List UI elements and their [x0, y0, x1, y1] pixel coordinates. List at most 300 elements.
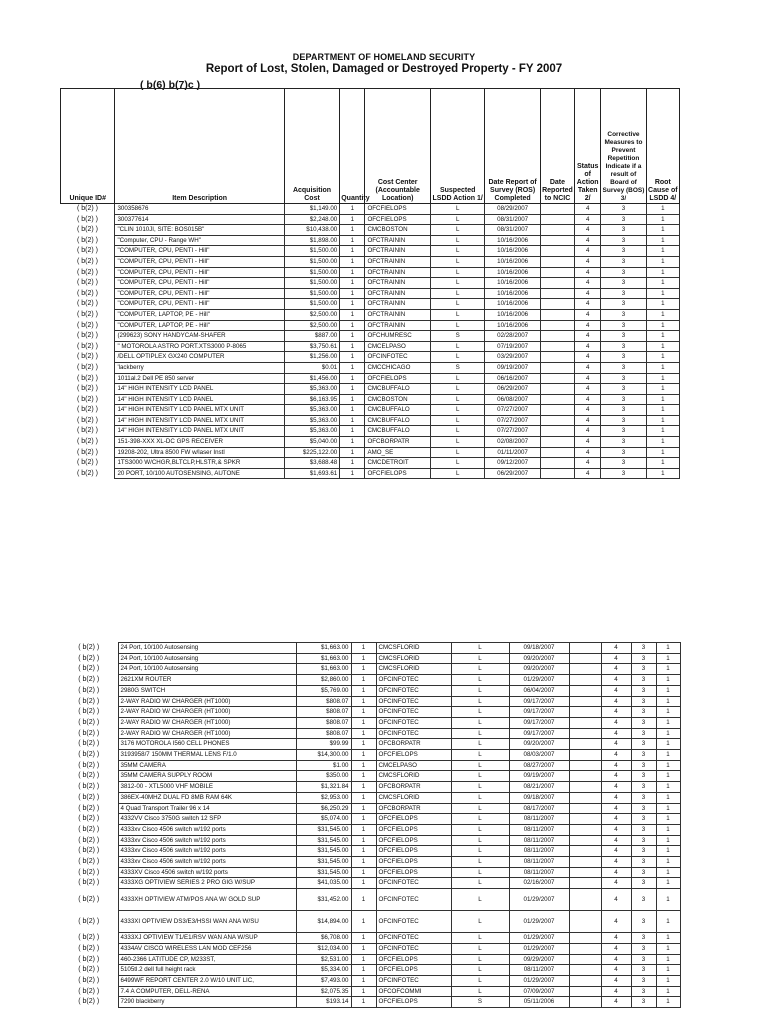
unique-id-cell: ( b(2) )	[78, 966, 100, 974]
suspected-action-cell: L	[430, 373, 484, 384]
cost-center-cell: OFCTRAININ	[365, 235, 431, 246]
unique-id-cell: ( b(2) )	[78, 868, 100, 876]
corrective-cell: 3	[601, 394, 646, 405]
item-description-cell: 4333xv Cisco 4506 switch w/192 ports	[118, 824, 296, 835]
root-cause-cell: 1	[656, 954, 680, 965]
date-completed-cell: 01/29/2007	[509, 933, 569, 944]
corrective-cell: 3	[631, 954, 656, 965]
corrective-cell: 3	[631, 933, 656, 944]
quantity-cell: 1	[351, 803, 376, 814]
corrective-cell: 3	[601, 405, 646, 416]
acquisition-cost-cell: $10,438.00	[284, 225, 339, 236]
acquisition-cost-cell: $6,708.00	[296, 933, 351, 944]
suspected-action-cell: L	[451, 728, 509, 739]
root-cause-cell: 1	[656, 717, 680, 728]
table-row	[60, 696, 680, 707]
quantity-cell: 1	[351, 675, 376, 686]
date-ncic-cell	[569, 664, 601, 675]
date-completed-cell: 08/03/2007	[509, 750, 569, 761]
cost-center-cell: CMCSFLORID	[376, 653, 451, 664]
date-ncic-cell	[540, 204, 574, 215]
date-completed-cell: 09/29/2007	[509, 954, 569, 965]
table-row	[60, 867, 680, 878]
quantity-cell: 1	[340, 246, 365, 257]
table-row	[60, 986, 680, 997]
quantity-cell: 1	[351, 975, 376, 986]
cost-center-cell: OFCFIELOPS	[376, 857, 451, 868]
quantity-cell: 1	[351, 943, 376, 954]
suspected-action-cell: L	[430, 309, 484, 320]
suspected-action-cell: L	[430, 384, 484, 395]
table-row	[61, 384, 680, 395]
table-row	[60, 975, 680, 986]
acquisition-cost-cell: $6,250.29	[296, 803, 351, 814]
cost-center-cell: OFCTRAININ	[365, 267, 431, 278]
col-status: Status of Action Taken 2/	[575, 89, 601, 204]
corrective-cell: 3	[601, 362, 646, 373]
acquisition-cost-cell: $7,493.00	[296, 975, 351, 986]
cost-center-cell: OFCFIELOPS	[376, 954, 451, 965]
cost-center-cell: OFCINFOTEC	[376, 707, 451, 718]
suspected-action-cell: L	[430, 447, 484, 458]
suspected-action-cell: L	[451, 846, 509, 857]
quantity-cell: 1	[351, 728, 376, 739]
quantity-cell: 1	[351, 835, 376, 846]
suspected-action-cell: L	[451, 750, 509, 761]
item-description-cell: 4333XI OPTIVIEW DS3/E3/HSSI WAN ANA W/SU	[118, 911, 296, 933]
status-cell: 4	[601, 975, 631, 986]
cost-center-cell: OFCINFOTEC	[376, 717, 451, 728]
corrective-cell: 3	[601, 373, 646, 384]
cost-center-cell: OFCINFOTEC	[376, 685, 451, 696]
suspected-action-cell: L	[451, 675, 509, 686]
quantity-cell: 1	[351, 643, 376, 654]
cost-center-cell: OFCFIELOPS	[376, 835, 451, 846]
quantity-cell: 1	[340, 384, 365, 395]
date-ncic-cell	[569, 653, 601, 664]
date-ncic-cell	[569, 739, 601, 750]
item-description-cell: 24 Port, 10/100 Autosensing	[118, 664, 296, 675]
quantity-cell: 1	[351, 717, 376, 728]
cost-center-cell: CMCBOSTON	[365, 394, 431, 405]
item-description-cell: "Computer, CPU - Range WH"	[115, 235, 284, 246]
date-completed-cell: 06/04/2007	[509, 685, 569, 696]
table-row	[60, 739, 680, 750]
date-completed-cell: 08/11/2007	[509, 965, 569, 976]
table-row	[61, 267, 680, 278]
status-cell: 4	[601, 943, 631, 954]
date-completed-cell: 10/16/2006	[485, 278, 540, 289]
table-row	[61, 373, 680, 384]
unique-id-cell: ( b(2) )	[78, 729, 100, 737]
table-row	[61, 320, 680, 331]
corrective-cell: 3	[631, 707, 656, 718]
quantity-cell: 1	[351, 760, 376, 771]
date-completed-cell: 09/19/2007	[485, 362, 540, 373]
quantity-cell: 1	[340, 320, 365, 331]
quantity-cell: 1	[351, 782, 376, 793]
date-completed-cell: 10/16/2006	[485, 288, 540, 299]
quantity-cell: 1	[340, 309, 365, 320]
unique-id-cell: ( b(2) )	[78, 987, 100, 995]
corrective-cell: 3	[601, 384, 646, 395]
cost-center-cell: CMCBUFFALO	[365, 384, 431, 395]
date-completed-cell: 01/29/2007	[509, 675, 569, 686]
corrective-cell: 3	[601, 320, 646, 331]
quantity-cell: 1	[351, 824, 376, 835]
property-table-top	[60, 88, 680, 479]
date-completed-cell: 08/27/2007	[509, 760, 569, 771]
suspected-action-cell: L	[451, 889, 509, 911]
item-description-cell: 2-WAY RADIO W/ CHARGER (HT1000)	[118, 696, 296, 707]
status-cell: 4	[601, 878, 631, 889]
table-row	[60, 803, 680, 814]
table-row	[60, 717, 680, 728]
unique-id-cell: ( b(2) )	[78, 879, 100, 887]
root-cause-cell: 1	[646, 384, 679, 395]
unique-id-cell: ( b(2) )	[76, 395, 98, 403]
item-description-cell: 2980G SWITCH	[118, 685, 296, 696]
quantity-cell: 1	[340, 204, 365, 215]
status-cell: 4	[575, 394, 601, 405]
item-description-cell: 4 Quad Transport Trailer 96 x 14	[118, 803, 296, 814]
date-completed-cell: 01/29/2007	[509, 975, 569, 986]
status-cell: 4	[575, 278, 601, 289]
unique-id-cell: ( b(2) )	[78, 676, 100, 684]
root-cause-cell: 1	[656, 803, 680, 814]
item-description-cell: 151-398-XXX XL-DC GPS RECEIVER	[115, 437, 284, 448]
quantity-cell: 1	[351, 878, 376, 889]
unique-id-cell: ( b(2) )	[76, 205, 98, 213]
table-row	[61, 426, 680, 437]
table-row	[60, 857, 680, 868]
cost-center-cell: OFCTRAININ	[365, 320, 431, 331]
status-cell: 4	[601, 739, 631, 750]
corrective-cell: 3	[601, 288, 646, 299]
corrective-cell: 3	[601, 278, 646, 289]
date-completed-cell: 09/18/2007	[509, 643, 569, 654]
item-description-cell: 35MM CAMERA SUPPLY ROOM	[118, 771, 296, 782]
date-ncic-cell	[569, 824, 601, 835]
root-cause-cell: 1	[646, 331, 679, 342]
table-row	[61, 394, 680, 405]
acquisition-cost-cell: $350.00	[296, 771, 351, 782]
acquisition-cost-cell: $1,500.00	[284, 256, 339, 267]
table-row	[61, 204, 680, 215]
item-description-cell: (299623) SONY HANDYCAM-SHAFER	[115, 331, 284, 342]
cost-center-cell: OFCTRAININ	[365, 256, 431, 267]
item-description-cell: 4333xv Cisco 4506 switch w/192 ports	[118, 835, 296, 846]
acquisition-cost-cell: $12,034.00	[296, 943, 351, 954]
acquisition-cost-cell: $5,363.00	[284, 415, 339, 426]
item-description-cell: 'lackberry	[115, 362, 284, 373]
table-row	[61, 405, 680, 416]
cost-center-cell: CMCBOSTON	[365, 225, 431, 236]
suspected-action-cell: L	[451, 965, 509, 976]
cost-center-cell: AMO_SE	[365, 447, 431, 458]
quantity-cell: 1	[351, 739, 376, 750]
corrective-cell: 3	[601, 468, 646, 479]
date-ncic-cell	[569, 933, 601, 944]
cost-center-cell: OFCTRAININ	[365, 278, 431, 289]
status-cell: 4	[575, 405, 601, 416]
cost-center-cell: OFCFIELOPS	[376, 750, 451, 761]
table-row	[60, 824, 680, 835]
status-cell: 4	[601, 643, 631, 654]
date-completed-cell: 06/16/2007	[485, 373, 540, 384]
item-description-cell: 14" HIGH INTENSITY LCD PANEL	[115, 384, 284, 395]
root-cause-cell: 1	[646, 267, 679, 278]
quantity-cell: 1	[340, 468, 365, 479]
corrective-cell: 3	[601, 426, 646, 437]
root-cause-cell: 1	[656, 889, 680, 911]
acquisition-cost-cell: $14,894.00	[296, 911, 351, 933]
acquisition-cost-cell: $1,663.00	[296, 643, 351, 654]
unique-id-cell: ( b(2) )	[76, 332, 98, 340]
date-ncic-cell	[540, 373, 574, 384]
quantity-cell: 1	[351, 750, 376, 761]
root-cause-cell: 1	[646, 235, 679, 246]
table-header-row	[61, 89, 680, 204]
acquisition-cost-cell: $1,456.00	[284, 373, 339, 384]
date-completed-cell: 09/17/2007	[509, 696, 569, 707]
unique-id-cell: ( b(2) )	[78, 955, 100, 963]
corrective-cell: 3	[631, 675, 656, 686]
corrective-cell: 3	[601, 235, 646, 246]
unique-id-cell: ( b(2) )	[78, 654, 100, 662]
acquisition-cost-cell: $0.01	[284, 362, 339, 373]
cost-center-cell: OFCFIELOPS	[376, 997, 451, 1008]
suspected-action-cell: L	[451, 717, 509, 728]
root-cause-cell: 1	[646, 373, 679, 384]
status-cell: 4	[601, 803, 631, 814]
item-description-cell: 19208-202, Ultra 8500 FW w/laser Instl	[115, 447, 284, 458]
status-cell: 4	[575, 246, 601, 257]
table-row	[60, 685, 680, 696]
corrective-cell: 3	[631, 867, 656, 878]
corrective-cell: 3	[631, 739, 656, 750]
acquisition-cost-cell: $3,688.48	[284, 458, 339, 469]
quantity-cell: 1	[351, 911, 376, 933]
status-cell: 4	[601, 814, 631, 825]
col-root-cause: Root Cause of LSDD 4/	[646, 89, 679, 204]
status-cell: 4	[575, 415, 601, 426]
root-cause-cell: 1	[646, 415, 679, 426]
date-completed-cell: 10/16/2006	[485, 299, 540, 310]
acquisition-cost-cell: $3,750.61	[284, 341, 339, 352]
date-ncic-cell	[569, 846, 601, 857]
unique-id-cell: ( b(2) )	[76, 321, 98, 329]
table-row	[61, 341, 680, 352]
date-ncic-cell	[569, 685, 601, 696]
suspected-action-cell: L	[451, 986, 509, 997]
cost-center-cell: OFCFIELOPS	[365, 214, 431, 225]
item-description-cell: 4333XJ OPTIVIEW T1/E1/RSV WAN ANA W/SUP	[118, 933, 296, 944]
root-cause-cell: 1	[656, 878, 680, 889]
status-cell: 4	[601, 846, 631, 857]
cost-center-cell: OFCINFOTEC	[376, 911, 451, 933]
unique-id-cell: ( b(2) )	[76, 448, 98, 456]
acquisition-cost-cell: $5,040.00	[284, 437, 339, 448]
cost-center-cell: CMCSFLORID	[376, 643, 451, 654]
quantity-cell: 1	[351, 792, 376, 803]
item-description-cell: 2-WAY RADIO W/ CHARGER (HT1000)	[118, 717, 296, 728]
suspected-action-cell: L	[451, 760, 509, 771]
date-completed-cell: 09/20/2007	[509, 739, 569, 750]
suspected-action-cell: L	[451, 824, 509, 835]
date-completed-cell: 10/16/2006	[485, 320, 540, 331]
table-row	[60, 664, 680, 675]
date-completed-cell: 08/11/2007	[509, 857, 569, 868]
cost-center-cell: OFCINFOTEC	[376, 889, 451, 911]
root-cause-cell: 1	[646, 256, 679, 267]
table-row	[60, 889, 680, 911]
acquisition-cost-cell: $2,500.00	[284, 309, 339, 320]
cost-center-cell: CMCSFLORID	[376, 771, 451, 782]
suspected-action-cell: L	[451, 643, 509, 654]
unique-id-cell: ( b(2) )	[76, 310, 98, 318]
cost-center-cell: CMCSFLORID	[376, 792, 451, 803]
unique-id-cell: ( b(2) )	[78, 761, 100, 769]
quantity-cell: 1	[340, 394, 365, 405]
item-description-cell: 7290 blackberry	[118, 997, 296, 1008]
table-row	[60, 846, 680, 857]
corrective-cell: 3	[601, 225, 646, 236]
date-completed-cell: 06/29/2007	[485, 384, 540, 395]
table-row	[60, 814, 680, 825]
quantity-cell: 1	[340, 341, 365, 352]
status-cell: 4	[601, 997, 631, 1008]
status-cell: 4	[601, 933, 631, 944]
table-row	[60, 954, 680, 965]
suspected-action-cell: L	[451, 653, 509, 664]
status-cell: 4	[575, 214, 601, 225]
acquisition-cost-cell: $2,860.00	[296, 675, 351, 686]
date-ncic-cell	[540, 458, 574, 469]
status-cell: 4	[575, 373, 601, 384]
table-row	[61, 458, 680, 469]
corrective-cell: 3	[631, 943, 656, 954]
col-corrective-measures: Corrective Measures to Prevent Repetition Indicate if a result of Board of Survey (BOS) 3/	[601, 89, 646, 204]
col-date-survey: Date Report of Survey (ROS) Completed	[485, 89, 540, 204]
status-cell: 4	[601, 824, 631, 835]
cost-center-cell: CMCELPASO	[365, 341, 431, 352]
suspected-action-cell: L	[430, 468, 484, 479]
corrective-cell: 3	[631, 986, 656, 997]
suspected-action-cell: L	[451, 954, 509, 965]
acquisition-cost-cell: $808.07	[296, 707, 351, 718]
acquisition-cost-cell: $41,035.00	[296, 878, 351, 889]
acquisition-cost-cell: $2,500.00	[284, 320, 339, 331]
table-row	[60, 750, 680, 761]
unique-id-cell: ( b(2) )	[76, 459, 98, 467]
corrective-cell: 3	[601, 447, 646, 458]
acquisition-cost-cell: $887.00	[284, 331, 339, 342]
table-row	[61, 352, 680, 363]
suspected-action-cell: L	[430, 458, 484, 469]
unique-id-cell: ( b(2) )	[78, 944, 100, 952]
cost-center-cell: OFCINFOTEC	[376, 943, 451, 954]
date-completed-cell: 07/19/2007	[485, 341, 540, 352]
quantity-cell: 1	[351, 857, 376, 868]
date-ncic-cell	[569, 835, 601, 846]
suspected-action-cell: L	[451, 696, 509, 707]
col-quantity: Quantity	[340, 89, 365, 204]
quantity-cell: 1	[340, 405, 365, 416]
root-cause-cell: 1	[646, 426, 679, 437]
department-heading: DEPARTMENT OF HOMELAND SECURITY	[292, 52, 476, 62]
acquisition-cost-cell: $1,256.00	[284, 352, 339, 363]
status-cell: 4	[575, 235, 601, 246]
acquisition-cost-cell: $1,663.00	[296, 653, 351, 664]
cost-center-cell: OFCTRAININ	[365, 288, 431, 299]
corrective-cell: 3	[601, 299, 646, 310]
corrective-cell: 3	[601, 204, 646, 215]
corrective-cell: 3	[601, 256, 646, 267]
date-completed-cell: 08/21/2007	[509, 782, 569, 793]
item-description-cell: 3176 MOTOROLA I560 CELL PHONES	[118, 739, 296, 750]
root-cause-cell: 1	[646, 309, 679, 320]
item-description-cell: "COMPUTER, CPU, PENTI - Hill"	[115, 246, 284, 257]
unique-id-cell: ( b(2) )	[76, 257, 98, 265]
table-row	[61, 246, 680, 257]
item-description-cell: " MOTOROLA ASTRO PORT.XTS3000 P-8065	[115, 341, 284, 352]
suspected-action-cell: L	[430, 394, 484, 405]
status-cell: 4	[601, 728, 631, 739]
unique-id-cell: ( b(2) )	[78, 644, 100, 651]
root-cause-cell: 1	[656, 857, 680, 868]
root-cause-cell: 1	[656, 965, 680, 976]
table-row	[61, 299, 680, 310]
unique-id-cell: ( b(2) )	[76, 236, 98, 244]
status-cell: 4	[601, 867, 631, 878]
date-ncic-cell	[569, 911, 601, 933]
unique-id-cell: ( b(2) )	[76, 469, 98, 477]
status-cell: 4	[575, 341, 601, 352]
date-completed-cell: 02/08/2007	[485, 437, 540, 448]
acquisition-cost-cell: $6,163.95	[284, 394, 339, 405]
suspected-action-cell: L	[451, 878, 509, 889]
corrective-cell: 3	[631, 685, 656, 696]
unique-id-cell: ( b(2) )	[76, 427, 98, 435]
unique-id-cell: ( b(2) )	[76, 363, 98, 371]
root-cause-cell: 1	[646, 352, 679, 363]
quantity-cell: 1	[351, 933, 376, 944]
suspected-action-cell: L	[451, 814, 509, 825]
date-completed-cell: 08/31/2007	[485, 225, 540, 236]
table-row	[61, 437, 680, 448]
unique-id-cell: ( b(2) )	[78, 804, 100, 812]
cost-center-cell: OFCFIELOPS	[376, 965, 451, 976]
date-completed-cell: 01/29/2007	[509, 943, 569, 954]
root-cause-cell: 1	[656, 707, 680, 718]
cost-center-cell: OFCTRAININ	[365, 309, 431, 320]
corrective-cell: 3	[631, 997, 656, 1008]
quantity-cell: 1	[351, 664, 376, 675]
item-description-cell: 1011al.2 Dell PE 850 server	[115, 373, 284, 384]
status-cell: 4	[575, 299, 601, 310]
date-ncic-cell	[540, 352, 574, 363]
date-ncic-cell	[540, 447, 574, 458]
acquisition-cost-cell: $808.07	[296, 728, 351, 739]
acquisition-cost-cell: $2,953.00	[296, 792, 351, 803]
status-cell: 4	[575, 256, 601, 267]
status-cell: 4	[575, 362, 601, 373]
item-description-cell: 2-WAY RADIO W/ CHARGER (HT1000)	[118, 707, 296, 718]
status-cell: 4	[601, 792, 631, 803]
col-suspected-action: Suspected LSDD Action 1/	[430, 89, 484, 204]
item-description-cell: "COMPUTER, CPU, PENTI - Hill"	[115, 288, 284, 299]
